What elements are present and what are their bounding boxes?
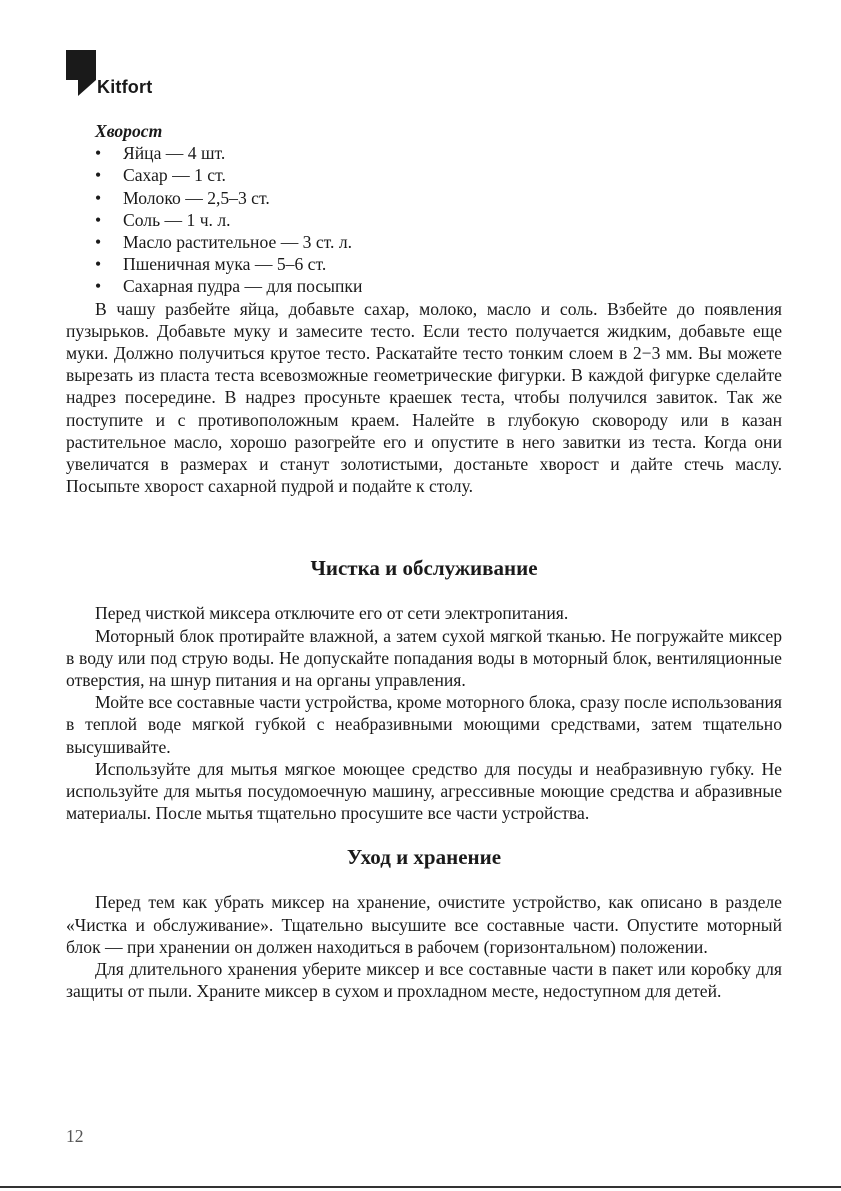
ingredient-item: • Соль — 1 ч. л. [66, 209, 782, 231]
cleaning-paragraph: Перед чисткой миксера отключите его от сети электропитания. [95, 603, 569, 624]
main-content [66, 120, 782, 1003]
recipe-title: Хворост [95, 121, 163, 141]
ingredient-item: • Пшеничная мука — 5–6 ст. [66, 253, 782, 275]
page-bottom-divider [0, 1186, 841, 1188]
recipe-instructions: В чашу разбейте яйца, добавьте сахар, молоко, масло и соль. Взбейте до появления пузырьков. Добавьте муку и замесите тесто. Если тесто получается жидким, добавьте еще муки. Должно получиться крутое тесто. Раскатайте тесто тонким слоем в 2−3 мм. Вы можете вырезать из пласта теста всевозможные геометрические фигурки. В каждой фигурке сделайте надрез посередине. В надрез просуньте краешек теста, чтобы получился завиток. Так же поступите и с противоположным краем. Налейте в глубокую сковороду или в казан растительное масло, хорошо разогрейте его и опустите в него завитки из теста. Когда они увеличатся в размерах и станут золотистыми, достаньте хворост и дайте стечь маслу. Посыпьте хворост сахарной пудрой и подайте к столу. [66, 298, 782, 497]
storage-paragraph: Для длительного хранения уберите миксер и все составные части в пакет или коробку для защиты от пыли. Храните миксер в сухом и прохладном месте, недоступном для детей. [66, 959, 782, 1002]
kitfort-logo-icon [66, 50, 96, 98]
ingredient-item: • Сахарная пудра — для посыпки [66, 275, 782, 297]
ingredient-list [66, 142, 782, 297]
cleaning-paragraph: Мойте все составные части устройства, кроме моторного блока, сразу после использования в теплой воде мягкой губкой с неабразивными моющими средствами, затем тщательно высушивайте. [66, 692, 782, 757]
brand-logo [66, 50, 176, 100]
page-number: 12 [66, 1126, 84, 1146]
ingredient-item: • Яйца — 4 шт. [66, 142, 782, 164]
cleaning-paragraph: Используйте для мытья мягкое моющее средство для посуды и неабразивную губку. Не используйте для мытья посудомоечную машину, агрессивные моющие средства и абразивные материалы. После мытья тщательно просушите все части устройства. [66, 758, 782, 824]
cleaning-section-title: Чистка и обслуживание [310, 556, 538, 581]
brand-name: Kitfort [97, 77, 153, 97]
storage-section-title: Уход и хранение [346, 845, 502, 870]
storage-paragraph: Перед тем как убрать миксер на хранение, очистите устройство, как описано в разделе «Чистка и обслуживание». Тщательно высушите все составные части. Опустите моторный блок — при хранении он должен находиться в рабочем (горизонтальном) положении. [66, 892, 782, 957]
ingredient-item: • Масло растительное — 3 ст. л. [66, 231, 782, 253]
ingredient-item: • Молоко — 2,5–3 ст. [66, 187, 782, 209]
cleaning-paragraph: Моторный блок протирайте влажной, а затем сухой мягкой тканью. Не погружайте миксер в воду или под струю воды. Не допускайте попадания воды в моторный блок, вентиляционные отверстия, на шнур питания и на органы управления. [66, 625, 782, 691]
ingredient-item: • Сахар — 1 ст. [66, 164, 782, 186]
